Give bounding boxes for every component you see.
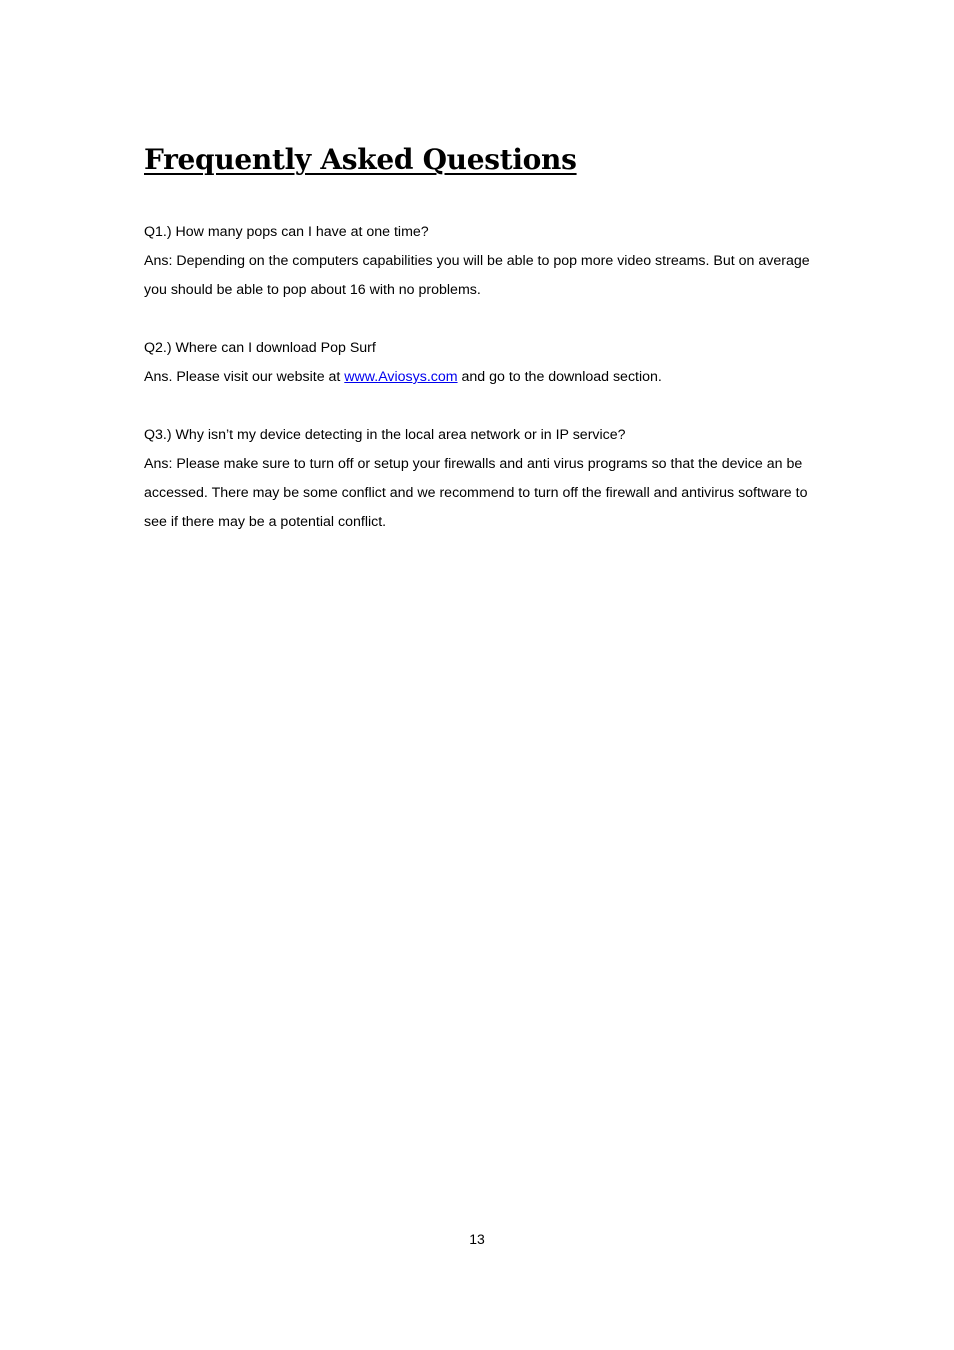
faq-answer-1: Ans: Depending on the computers capabilities you will be able to pop more video streams. But on average you should be able to pop about 16 with no problems. [144,253,810,298]
faq-answer-2-suffix: and go to the download section. [457,369,662,385]
aviosys-website-link[interactable]: www.Aviosys.com [344,369,458,385]
page-title: Frequently Asked Questions [144,143,577,176]
faq-question-3: Q3.) Why isn’t my device detecting in the local area network or in IP service? [144,427,626,443]
faq-answer-2-prefix: Ans. Please visit our website at [144,369,345,385]
faq-question-1: Q1.) How many pops can I have at one time? [144,224,429,240]
faq-answer-2 [144,363,814,392]
faq-list [144,218,814,537]
page-content [144,136,814,566]
faq-item-3 [144,421,814,537]
faq-item-1 [144,218,814,305]
faq-answer-3: Ans: Please make sure to turn off or setup your firewalls and anti virus programs so that the device an be accessed. There may be some conflict and we recommend to turn off the firewall and antivirus software to see if there may be a potential conflict. [144,456,808,530]
faq-question-2: Q2.) Where can I download Pop Surf [144,340,376,356]
faq-item-2 [144,334,814,392]
page-number: 13 [469,1231,485,1247]
